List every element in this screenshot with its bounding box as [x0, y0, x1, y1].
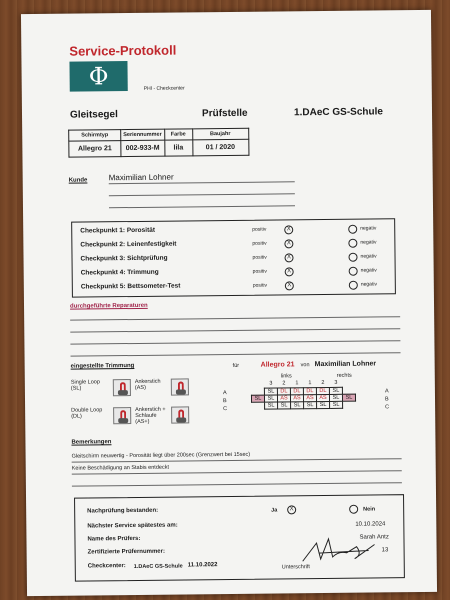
trim-cell: AS: [290, 394, 303, 401]
trim-cell-outer: [343, 401, 356, 408]
trim-cell-outer: [252, 402, 265, 409]
negative-label: negativ: [360, 267, 377, 274]
service-protocol-sheet: [21, 10, 437, 596]
checkpoint-name: Checkpunkt 4: Trimmung: [80, 268, 159, 277]
yes-checkbox[interactable]: X: [287, 505, 296, 514]
positive-label: positiv: [252, 268, 267, 275]
checkpoint-name: Checkpunkt 5: Bettsometer-Test: [80, 282, 181, 291]
repairs-label: durchgeführte Reparaturen: [69, 302, 148, 310]
row-label-c-right: C: [385, 404, 390, 411]
spec-value-color: lila: [164, 140, 192, 156]
checkcenter-label: Checkcenter:: [87, 563, 126, 570]
checkpoint-name: Checkpunkt 3: Sichtprüfung: [80, 254, 168, 263]
spec-header: Seriennummer: [121, 129, 165, 140]
next-service-label: Nächster Service spätestes am:: [87, 522, 178, 530]
single-loop-label: Single Loop (SL): [70, 379, 100, 392]
spec-header: Baujahr: [192, 128, 248, 140]
single-loop-icon: [113, 379, 131, 396]
col-header: 2: [282, 380, 286, 387]
col-header: 2: [321, 380, 325, 387]
positive-label: positiv: [252, 282, 268, 289]
repairs-line: [70, 340, 400, 344]
document-title: Service-Protokoll: [69, 42, 177, 59]
checkpoint-row: [81, 280, 391, 295]
cert-number-value: 13: [381, 547, 389, 554]
trim-cell: DL: [303, 387, 316, 394]
trim-left-header: links: [280, 373, 292, 380]
negative-checkbox[interactable]: [349, 267, 358, 276]
repairs-line: [70, 328, 400, 332]
customer-line: [109, 193, 295, 196]
col-header: 3: [269, 380, 273, 387]
ankerstich-schlaufe-label: Ankerstich + Schlaufe (AS+): [135, 406, 166, 425]
trim-cell: SL: [291, 401, 304, 408]
trim-glider: Allegro 21: [260, 361, 295, 369]
inspector-name: Sarah Antz: [359, 534, 389, 541]
checkpoint-name: Checkpunkt 2: Leinenfestigkeit: [80, 240, 177, 249]
remarks-label: Bemerkungen: [71, 439, 112, 446]
col-header: 1: [308, 380, 312, 387]
trim-cell: SL: [304, 401, 317, 408]
trim-cell: SL: [265, 401, 278, 408]
negative-label: negativ: [360, 239, 377, 246]
negative-label: negativ: [360, 253, 377, 260]
spec-value-serial: 002-933-M: [121, 140, 165, 156]
station-value: 1.DAeC GS-Schule: [293, 106, 383, 119]
cert-number-label: Zertifizierte Prüfernummer:: [87, 548, 165, 556]
trim-row-c: [252, 401, 356, 409]
no-checkbox[interactable]: [349, 505, 358, 514]
row-label-b: B: [222, 398, 227, 405]
checkcenter-date: 11.10.2022: [187, 562, 218, 569]
row-label-a: A: [222, 390, 227, 397]
trim-cell-outer: SL: [342, 394, 355, 401]
remarks-line: [72, 482, 402, 486]
customer-name: Maximilian Lohner: [108, 172, 174, 183]
trim-label: eingestellte Trimmung: [70, 362, 135, 370]
next-service-date: 10.10.2024: [355, 521, 386, 528]
ankerstich-icon: [171, 378, 189, 395]
logo-caption: PHI - Checkcenter: [143, 85, 185, 92]
customer-label: Kunde: [68, 177, 88, 184]
row-label-c: C: [223, 406, 228, 413]
trim-cell: SL: [278, 401, 291, 408]
double-loop-icon: [113, 407, 131, 424]
positive-checkbox[interactable]: X: [284, 253, 293, 262]
checkcenter-value: 1.DAeC GS-Schule: [133, 563, 183, 571]
positive-label: positiv: [252, 226, 267, 233]
trim-right-header: rechts: [336, 372, 352, 379]
col-header: 3: [334, 380, 338, 387]
checkpoint-row: [80, 224, 390, 239]
customer-line: [109, 205, 295, 208]
checkpoint-row: [81, 266, 391, 281]
glider-spec-table: [68, 128, 249, 158]
positive-checkbox[interactable]: X: [284, 225, 293, 234]
trim-cell: SL: [329, 394, 342, 401]
positive-checkbox[interactable]: X: [285, 267, 294, 276]
glider-type: Gleitsegel: [69, 109, 118, 121]
double-loop-label: Double Loop (DL): [71, 407, 103, 420]
yes-label: Ja: [271, 507, 278, 514]
trim-cell-outer: SL: [251, 395, 264, 402]
ankerstich-schlaufe-icon: [171, 406, 189, 423]
trim-cell: DL: [277, 387, 290, 394]
trim-cell: SL: [329, 387, 342, 394]
repairs-line: [70, 316, 400, 320]
trim-owner: Maximilian Lohner: [314, 360, 377, 369]
spec-header: Schirmtyp: [69, 130, 121, 142]
checkpoint-row: [80, 238, 390, 253]
phi-logo: [69, 61, 127, 92]
trim-from: von: [300, 362, 310, 369]
trim-cell: SL: [317, 401, 330, 408]
checkpoint-name: Checkpunkt 1: Porosität: [80, 226, 156, 235]
spec-value-year: 01 / 2020: [192, 139, 248, 156]
trim-for: für: [232, 362, 240, 369]
trim-cell: DL: [290, 387, 303, 394]
negative-checkbox[interactable]: [348, 253, 357, 262]
positive-label: positiv: [252, 254, 267, 261]
negative-checkbox[interactable]: [348, 239, 357, 248]
trim-cell: DL: [316, 387, 329, 394]
negative-label: negativ: [360, 281, 377, 288]
repairs-line: [71, 352, 401, 356]
ankerstich-label: Ankerstich (AS): [134, 378, 161, 391]
positive-checkbox[interactable]: X: [285, 281, 294, 290]
passed-label: Nachprüfung bestanden:: [87, 507, 159, 515]
positive-label: positiv: [252, 240, 267, 247]
trim-cell: AS: [277, 394, 290, 401]
station-label: Prüfstelle: [201, 107, 248, 120]
no-label: Nein: [363, 506, 376, 513]
signature-label: Unterschrift: [281, 564, 310, 571]
remarks-line-2: Keine Beschädigung an Stabis entdeckt: [71, 464, 170, 472]
negative-checkbox[interactable]: [349, 281, 358, 290]
negative-label: negativ: [360, 225, 377, 232]
checkpoint-box: [71, 218, 396, 297]
handwritten-signature: [298, 528, 388, 569]
trim-grid: [251, 380, 356, 410]
negative-checkbox[interactable]: [348, 225, 357, 234]
row-label-b-right: B: [384, 396, 389, 403]
remarks-line-1: Gleitschirm neuwertig - Porosität liegt über 200sec (Grenzwert bei 15sec): [71, 451, 251, 460]
inspector-label: Name des Prüfers:: [87, 535, 141, 543]
trim-cell: AS: [316, 394, 329, 401]
trim-cell: AS: [303, 394, 316, 401]
col-header: 1: [295, 380, 299, 387]
phi-logo-icon: Φ: [88, 62, 109, 91]
row-label-a-right: A: [384, 388, 389, 395]
checkpoint-row: [80, 252, 390, 267]
spec-header: Farbe: [164, 129, 192, 140]
trim-cell: SL: [330, 401, 343, 408]
trim-cell: SL: [264, 394, 277, 401]
positive-checkbox[interactable]: X: [284, 239, 293, 248]
spec-value-model: Allegro 21: [69, 141, 121, 158]
trim-cell: SL: [264, 387, 277, 394]
